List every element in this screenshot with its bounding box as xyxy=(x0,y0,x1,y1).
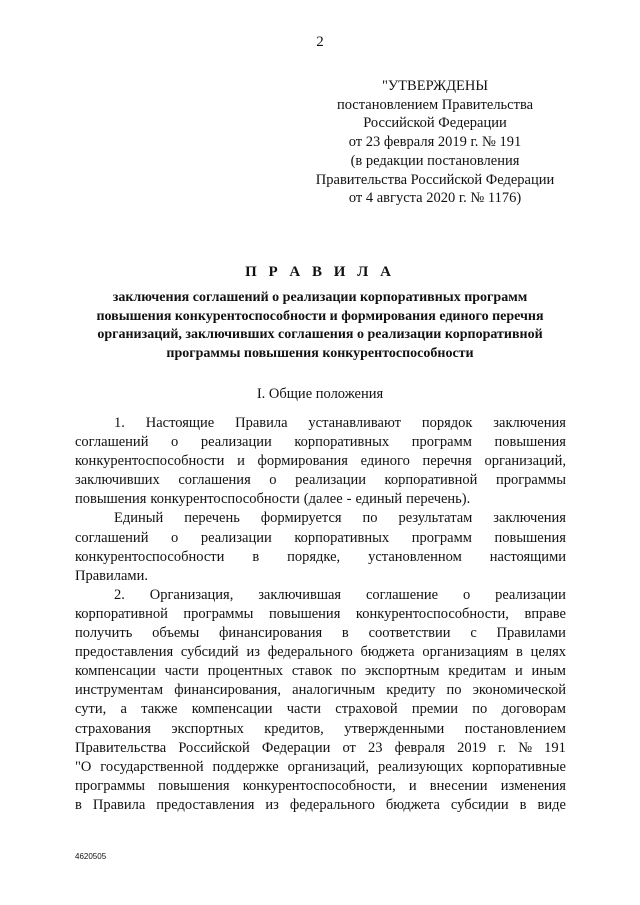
body-line xyxy=(75,681,566,700)
body-word: конкурентоспособности, xyxy=(355,605,509,622)
body-word: реализации xyxy=(200,529,272,546)
body-line xyxy=(75,758,566,777)
approval-line: "УТВЕРЖДЕНЫ xyxy=(382,78,488,94)
body-word: 2. xyxy=(114,586,125,603)
subtitle-line: организаций, заключивших соглашения о реализации корпоративной xyxy=(97,327,543,343)
body-word: программ xyxy=(411,529,472,546)
body-word: г. xyxy=(498,739,507,756)
body-word: государственной xyxy=(100,758,204,775)
body-word: конкурентоспособности, xyxy=(242,777,396,794)
body-word: объемы xyxy=(152,625,200,642)
body-word: организаций, xyxy=(287,758,370,775)
body-word: повышения xyxy=(75,491,147,508)
body-word: № xyxy=(518,739,533,756)
body-word: Правилами xyxy=(496,625,566,642)
body-word: кредитов, xyxy=(264,720,324,737)
body-line xyxy=(75,490,566,509)
body-word: - xyxy=(346,491,352,508)
body-line xyxy=(75,586,566,605)
body-word: корпоративных xyxy=(294,434,390,451)
body-line xyxy=(75,796,566,815)
body-line xyxy=(75,662,566,681)
body-word: Правила xyxy=(92,796,146,813)
body-word: Настоящие xyxy=(145,415,215,431)
body-word: реализации xyxy=(495,586,566,603)
body-word: из xyxy=(265,796,279,813)
body-word: компенсации xyxy=(191,701,273,718)
document-code: 4620505 xyxy=(75,852,107,861)
body-word: конкурентоспособности xyxy=(75,548,225,565)
body-line xyxy=(75,777,566,796)
body-word: перечня xyxy=(422,453,472,470)
body-word: соответствии xyxy=(368,625,451,642)
body-line xyxy=(75,509,566,528)
body-line xyxy=(75,471,566,490)
body-word: устанавливают xyxy=(308,415,401,431)
body-word: повышения xyxy=(494,529,566,546)
body-line xyxy=(75,567,566,586)
body-word: бюджета xyxy=(385,796,440,813)
body-word: изменения xyxy=(500,777,566,794)
body-word: формируется xyxy=(260,510,342,527)
body-line xyxy=(75,452,566,471)
approval-line: Российской Федерации xyxy=(363,115,507,132)
body-word: субсидий xyxy=(180,644,239,661)
body-word: 2019 xyxy=(457,739,487,756)
body-word: предоставления xyxy=(156,796,255,813)
body-word: установленном xyxy=(368,548,462,565)
approval-line: от 4 августа 2020 г. № 1176) xyxy=(348,190,522,207)
body-line xyxy=(75,414,566,433)
body-word: инструментам xyxy=(75,682,164,699)
body-word: виде xyxy=(537,796,566,813)
body-word: федерального xyxy=(289,796,375,813)
body-word: конкурентоспособности xyxy=(150,491,300,508)
body-word: программы xyxy=(183,605,254,622)
body-line xyxy=(75,605,566,624)
body-word: конкурентоспособности xyxy=(75,453,225,470)
body-word: Правила xyxy=(235,415,288,431)
body-word: реализующих xyxy=(377,758,464,775)
body-word: реализации xyxy=(200,434,272,451)
body-line xyxy=(75,624,566,643)
body-word: соглашений xyxy=(75,529,149,546)
approval-line: (в редакции постановления xyxy=(350,152,520,169)
approval-block xyxy=(300,77,570,208)
body-word: соглашения xyxy=(178,472,251,489)
body-word: части xyxy=(164,663,199,680)
body-word: Организация, xyxy=(149,586,234,603)
body-word: экспортных xyxy=(171,720,244,737)
body-word: о xyxy=(171,529,179,546)
body-word: реализации xyxy=(295,472,366,489)
document-subtitle xyxy=(60,289,580,364)
body-word: кредитам xyxy=(448,663,507,680)
body-word: по xyxy=(362,510,378,527)
body-word: из xyxy=(246,644,260,661)
body-word: Федерации xyxy=(261,739,331,756)
body-word: вправе xyxy=(524,605,566,622)
body-word: корпоративной xyxy=(75,605,168,622)
body-word: по xyxy=(472,701,488,718)
approval-line: Правительства Российской Федерации xyxy=(315,171,555,188)
body-word: предоставления xyxy=(75,644,174,661)
body-word: целях xyxy=(530,644,566,661)
body-word: в xyxy=(519,796,527,813)
body-line xyxy=(75,529,566,548)
body-line xyxy=(75,548,566,567)
body-word: порядке, xyxy=(287,548,341,565)
body-word: федерального xyxy=(267,644,353,661)
body-word: аналогичным xyxy=(292,682,376,699)
body-line xyxy=(75,720,566,739)
body-text xyxy=(75,414,566,815)
body-word: февраля xyxy=(394,739,445,756)
body-word: результатам xyxy=(398,510,473,527)
body-word: Правительства xyxy=(75,739,167,756)
body-word: повышения xyxy=(268,605,341,622)
body-word: части xyxy=(286,701,321,718)
body-word: и xyxy=(237,453,245,470)
body-word: организаций, xyxy=(484,453,566,470)
body-word: финансирования, xyxy=(174,682,281,699)
body-word: организациям xyxy=(422,644,509,661)
body-word: порядок xyxy=(421,415,473,431)
body-word: сути, xyxy=(75,701,107,718)
body-line xyxy=(75,643,566,662)
body-word: единый xyxy=(355,491,403,508)
body-word: заключения xyxy=(493,510,566,527)
body-word: а xyxy=(120,701,127,718)
approval-line: постановлением Правительства xyxy=(336,96,534,113)
body-word: экспортным xyxy=(365,663,440,680)
subtitle-line: программы повышения конкурентоспособности xyxy=(166,346,474,362)
body-word: от xyxy=(342,739,356,756)
body-word: в xyxy=(252,548,260,565)
body-word: и xyxy=(514,663,523,680)
body-word: Правилами. xyxy=(75,567,148,584)
body-word: ставок xyxy=(291,663,333,680)
body-word: 191 xyxy=(544,739,566,756)
body-word: корпоративной xyxy=(384,472,478,489)
body-word: программы xyxy=(75,777,145,794)
body-word: соглашений xyxy=(75,434,149,451)
subtitle-line: повышения конкурентоспособности и формирования единого перечня xyxy=(96,308,544,324)
body-word: "О xyxy=(75,758,92,775)
body-word: в xyxy=(516,644,523,661)
body-word: в xyxy=(75,796,82,813)
body-line xyxy=(75,700,566,719)
body-word: заключения xyxy=(493,415,566,431)
body-line xyxy=(75,739,566,758)
body-word: корпоративных xyxy=(294,529,390,546)
approval-line: от 23 февраля 2019 г. № 191 xyxy=(348,134,522,151)
body-word: корпоративные xyxy=(471,758,566,775)
body-word: утвержденными xyxy=(344,720,445,737)
body-word: повышения xyxy=(494,434,566,451)
body-word: по xyxy=(341,663,357,680)
body-word: о xyxy=(462,586,471,603)
body-word: компенсации xyxy=(75,663,156,680)
body-word: кредиту xyxy=(386,682,436,699)
body-word: программы xyxy=(495,472,566,489)
body-word: повышения xyxy=(158,777,230,794)
body-word: экономической xyxy=(472,682,566,699)
body-word: заключившая xyxy=(258,586,342,603)
body-word: договорам xyxy=(501,701,566,718)
section-heading: I. Общие положения xyxy=(256,386,384,402)
body-word: настоящими xyxy=(489,548,566,565)
body-word: процентных xyxy=(207,663,284,680)
body-word: перечень). xyxy=(406,491,471,508)
body-word: по xyxy=(446,682,462,699)
body-word: также xyxy=(141,701,178,718)
body-word: перечень xyxy=(184,510,240,527)
body-word: постановлением xyxy=(464,720,566,737)
body-word: премии xyxy=(411,701,459,718)
body-word: Единый xyxy=(114,510,164,527)
body-word: получить xyxy=(75,625,133,642)
body-word: о xyxy=(269,472,277,489)
body-word: иным xyxy=(531,663,566,680)
page-number: 2 xyxy=(316,34,324,50)
body-word: субсидии xyxy=(450,796,509,813)
body-word: и xyxy=(408,777,417,794)
body-word: заключивших xyxy=(75,472,160,489)
body-word: формирования xyxy=(257,453,348,470)
body-word: 23 xyxy=(367,739,383,756)
body-word: поддержке xyxy=(212,758,279,775)
body-word: финансирования xyxy=(219,625,323,642)
document-title: П Р А В И Л А xyxy=(245,264,395,280)
body-word: внесении xyxy=(429,777,488,794)
body-word: бюджета xyxy=(360,644,415,661)
body-word: страхования xyxy=(75,720,151,737)
body-word: с xyxy=(470,625,477,642)
body-word: (далее xyxy=(303,491,343,508)
body-word: единого xyxy=(360,453,410,470)
subtitle-line: заключения соглашений о реализации корпоративных программ xyxy=(112,290,528,305)
body-line xyxy=(75,433,566,452)
body-word: 1. xyxy=(114,415,125,431)
body-word: программ xyxy=(411,434,472,451)
body-word: в xyxy=(341,625,349,642)
body-word: страховой xyxy=(335,701,398,718)
body-word: соглашение xyxy=(365,586,439,603)
body-word: Российской xyxy=(178,739,250,756)
body-word: о xyxy=(171,434,179,451)
